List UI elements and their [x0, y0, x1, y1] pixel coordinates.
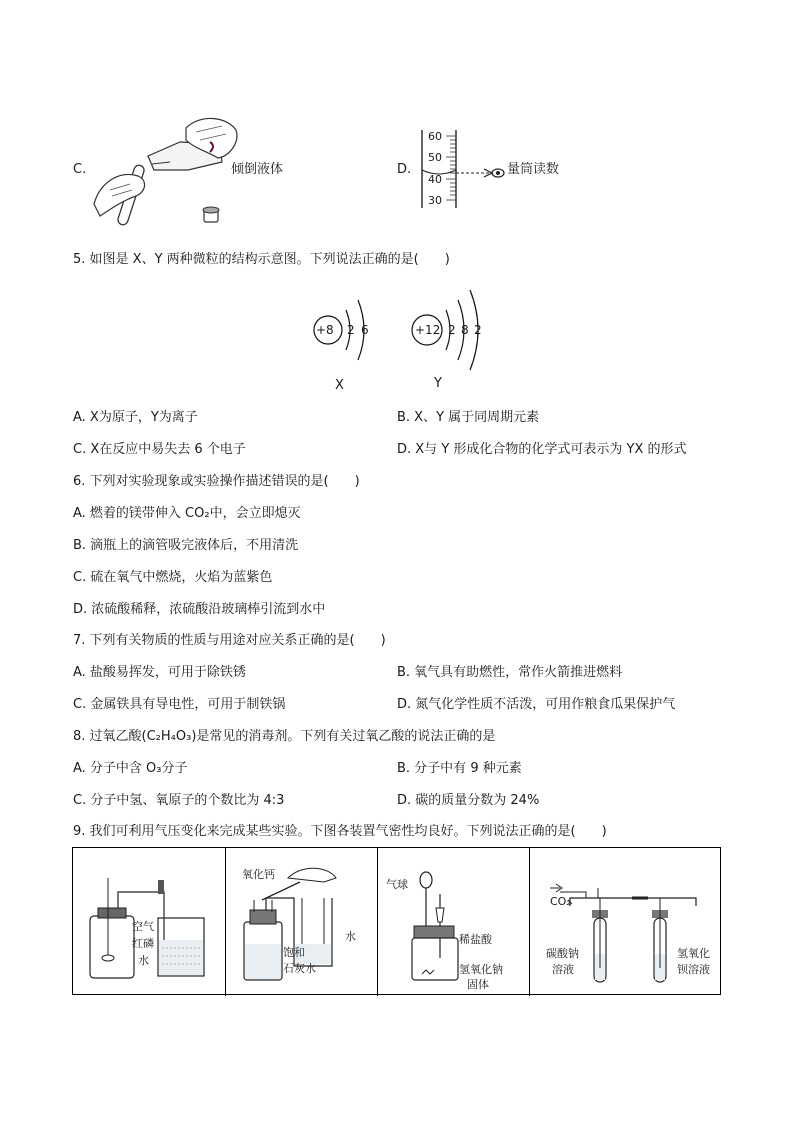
panel-d-co2-label: CO₂: [550, 895, 571, 908]
q6-option-d[interactable]: D. 浓硫酸稀释，浓硫酸沿玻璃棒引流到水中: [73, 602, 326, 617]
q8-option-d[interactable]: D. 碳的质量分数为 24%: [397, 793, 540, 808]
q7-option-d[interactable]: D. 氮气化学性质不活泼，可用作粮食瓜果保护气: [397, 697, 676, 712]
panel-c-naoh-label-2: 固体: [467, 978, 489, 991]
q8-option-a[interactable]: A. 分子中含 O₃分子: [73, 761, 188, 776]
q5-option-a[interactable]: A. X为原子，Y为离子: [73, 410, 198, 425]
tick-40: 40: [428, 173, 442, 186]
tick-60: 60: [428, 130, 442, 143]
tick-50: 50: [428, 151, 442, 164]
panel-b-limewater-label-1: 饱和: [283, 946, 305, 959]
q8-stem: 8. 过氧乙酸(C₂H₄O₃)是常见的消毒剂。下列有关过氧乙酸的说法正确的是: [73, 729, 496, 744]
q5-option-b[interactable]: B. X、Y 属于同周期元素: [397, 410, 540, 425]
q7-option-a[interactable]: A. 盐酸易挥发，可用于除铁锈: [73, 665, 246, 680]
tick-30: 30: [428, 194, 442, 207]
q6-option-b[interactable]: B. 滴瓶上的滴管吸完液体后，不用清洗: [73, 538, 299, 553]
q6-stem: 6. 下列对实验现象或实验操作描述错误的是( ): [73, 474, 360, 489]
x-shell-2: 6: [361, 323, 369, 337]
q8-option-c[interactable]: C. 分子中氢、氧原子的个数比为 4:3: [73, 793, 285, 808]
panel-b-water-label: 水: [345, 930, 356, 943]
y-nucleus: +12: [415, 323, 441, 337]
q5-option-c[interactable]: C. X在反应中易失去 6 个电子: [73, 442, 246, 457]
q6-option-c[interactable]: C. 硫在氧气中燃烧，火焰为蓝紫色: [73, 570, 273, 585]
option-d-letter: D.: [397, 162, 412, 177]
y-label: Y: [434, 376, 442, 391]
q7-option-c[interactable]: C. 金属铁具有导电性，可用于制铁锅: [73, 697, 286, 712]
panel-c-naoh-label-1: 氢氧化钠: [459, 963, 503, 976]
q6-option-a[interactable]: A. 燃着的镁带伸入 CO₂中，会立即熄灭: [73, 506, 301, 521]
x-label: X: [335, 378, 344, 393]
q9-stem: 9. 我们可利用气压变化来完成某些实验。下图各装置气密性均良好。下列说法正确的是( ): [73, 824, 607, 839]
pouring-liquid-illustration: [90, 112, 240, 227]
panel-d-baoh-label-1: 氢氧化: [677, 947, 710, 960]
panel-a-water-label: 水: [138, 954, 149, 967]
q7-option-b[interactable]: B. 氧气具有助燃性，常作火箭推进燃料: [397, 665, 623, 680]
panel-a-air-label: 空气: [132, 920, 154, 933]
y-shell-3: 2: [474, 323, 482, 337]
panel-b-limewater-label-2: 石灰水: [283, 962, 316, 975]
q8-option-b[interactable]: B. 分子中有 9 种元素: [397, 761, 522, 776]
option-c-letter: C.: [73, 162, 87, 177]
x-shell-1: 2: [347, 323, 355, 337]
q7-stem: 7. 下列有关物质的性质与用途对应关系正确的是( ): [73, 633, 386, 648]
panel-b-cao-label: 氧化钙: [242, 868, 275, 881]
panel-c-hcl-label: 稀盐酸: [459, 933, 492, 946]
x-nucleus: +8: [316, 323, 334, 337]
q5-option-d[interactable]: D. X与 Y 形成化合物的化学式可表示为 YX 的形式: [397, 442, 687, 457]
y-shell-2: 8: [461, 323, 469, 337]
panel-d-na2co3-label-1: 碳酸钠: [546, 947, 579, 960]
panel-d-baoh-label-2: 钡溶液: [677, 963, 710, 976]
q5-stem: 5. 如图是 X、Y 两种微粒的结构示意图。下列说法正确的是( ): [73, 252, 450, 267]
y-shell-1: 2: [448, 323, 456, 337]
panel-d-na2co3-label-2: 溶液: [552, 963, 574, 976]
panel-c-balloon-label: 气球: [386, 878, 408, 891]
option-c-caption: 倾倒液体: [231, 162, 284, 177]
panel-a-phosphorus-label: 红磷: [132, 937, 154, 950]
option-d-caption: 量筒读数: [507, 162, 560, 177]
